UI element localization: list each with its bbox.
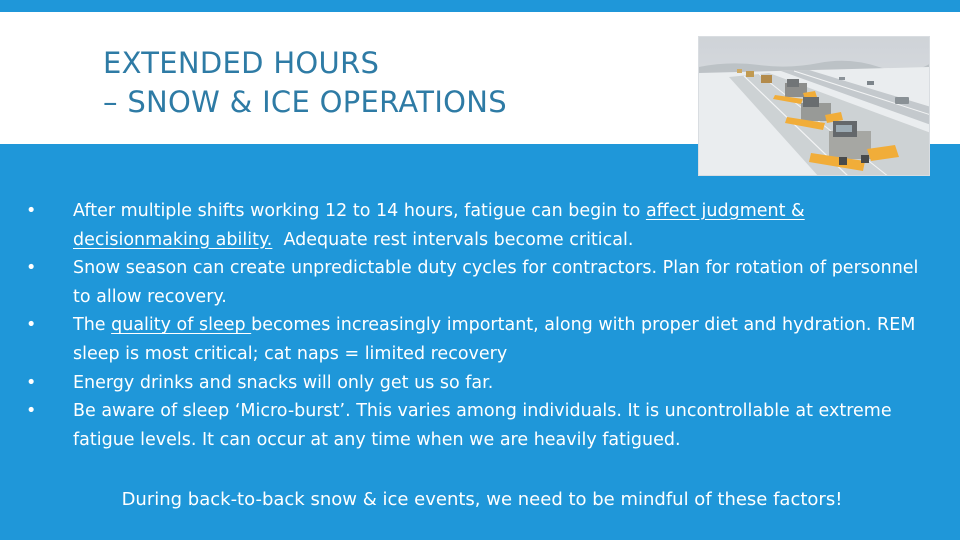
bullet-item <box>26 197 926 254</box>
title-line-1: EXTENDED HOURS <box>103 46 380 80</box>
closing-statement: During back-to-back snow & ice events, we need to be mindful of these factors! <box>121 489 843 510</box>
bullet-marker: • <box>26 372 37 393</box>
bullet-item <box>26 369 926 398</box>
bullet-text: Be aware of sleep ‘Micro-burst’. This varies among individuals. It is uncontrollable at extreme fatigue levels. It can occur at any time when we are heavily fatigued. <box>73 401 892 450</box>
bullet-text: Energy drinks and snacks will only get us so far. <box>73 372 494 393</box>
bullet-marker: • <box>26 258 37 279</box>
bullet-text: Adequate rest intervals become critical. <box>272 229 634 250</box>
bullet-text: After multiple shifts working 12 to 14 hours, fatigue can begin to <box>73 201 646 221</box>
bullet-text: The <box>73 315 112 336</box>
underlined-phrase: quality of sleep <box>111 315 252 336</box>
snowplow-photo <box>698 36 930 176</box>
title-line-2: – SNOW & ICE OPERATIONS <box>103 85 508 119</box>
bullet-marker: • <box>26 315 37 336</box>
bullet-text: Snow season can create unpredictable duty cycles for contractors. Plan for rotation of personnel to allow recovery. <box>73 258 919 307</box>
bullet-text: becomes increasingly important, along with proper diet and hydration. REM sleep is most critical; cat naps = limited recovery <box>73 315 916 364</box>
bullet-item <box>26 311 926 368</box>
bullet-item <box>26 397 926 454</box>
slide-title <box>103 44 507 122</box>
bullet-list <box>26 197 926 454</box>
bullet-marker: • <box>26 401 37 422</box>
underlined-phrase: affect judgment & decisionmaking ability. <box>73 201 805 250</box>
bullet-marker: • <box>26 201 37 221</box>
bullet-item <box>26 254 926 311</box>
